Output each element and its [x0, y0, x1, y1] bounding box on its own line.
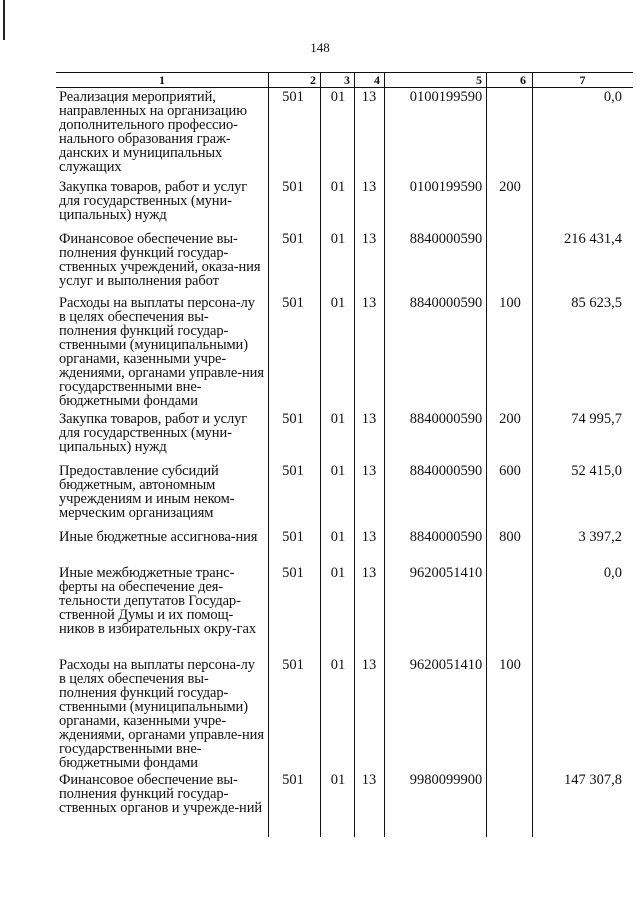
- row-code-2: 501: [282, 411, 304, 427]
- row-name: Иные межбюджетные транс-ферты на обеспечение дея-тельности депутатов Государ-ственной Думы и их помощ-ников в избирательных окру-гах: [59, 565, 257, 637]
- row-code-4: 13: [361, 529, 377, 545]
- row-code-4: 13: [361, 657, 377, 673]
- header-col-4: 4: [374, 73, 380, 87]
- row-code-4: 13: [361, 411, 377, 427]
- header-col-2: 2: [310, 73, 316, 87]
- header-col-6: 6: [520, 73, 526, 87]
- row-code-2: 501: [282, 463, 304, 479]
- row-amount: 147 307,8: [564, 772, 622, 788]
- header-bottom-border: [56, 87, 633, 88]
- row-name: Финансовое обеспечение вы-полнения функций государ-ственных учреждений, оказа-ния услуг и выполнения работ: [59, 231, 261, 289]
- row-name: Расходы на выплаты персона-лу в целях обеспечения вы-полнения функций государ-ственными (муниципальными) органами, казенными учре-ждениями, органами управле-ния государственными вне-бюджетными фондами: [59, 657, 264, 771]
- row-code-3: 01: [330, 463, 346, 479]
- page-edge-mark: [3, 0, 5, 40]
- row-code-2: 501: [282, 529, 304, 545]
- col-divider-4: [384, 72, 385, 837]
- row-code-4: 13: [361, 772, 377, 788]
- row-code-5: 8840000590: [409, 295, 483, 311]
- row-code-2: 501: [282, 772, 304, 788]
- row-name: Закупка товаров, работ и услуг для государственных (муни-ципальных) нужд: [59, 179, 248, 223]
- row-code-4: 13: [361, 463, 377, 479]
- header-col-5: 5: [476, 73, 482, 87]
- row-code-5: 8840000590: [409, 463, 483, 479]
- row-code-6: 200: [499, 179, 521, 195]
- row-code-3: 01: [330, 295, 346, 311]
- header-col-1: 1: [159, 73, 165, 87]
- row-code-5: 9620051410: [409, 657, 483, 673]
- row-name: Финансовое обеспечение вы-полнения функций государ-ственных органов и учрежде-ний: [59, 772, 263, 816]
- row-code-4: 13: [361, 565, 377, 581]
- row-amount: 85 623,5: [571, 295, 622, 311]
- row-code-5: 8840000590: [409, 411, 483, 427]
- row-name: Реализация мероприятий, направленных на организацию дополнительного профессио-нального образования граж-данских и муниципальных служащих: [59, 89, 247, 175]
- row-code-3: 01: [330, 89, 346, 105]
- row-code-4: 13: [361, 89, 377, 105]
- row-code-3: 01: [330, 179, 346, 195]
- row-code-5: 0100199590: [409, 89, 483, 105]
- row-code-6: 100: [499, 295, 521, 311]
- row-code-6: 200: [499, 411, 521, 427]
- row-code-3: 01: [330, 529, 346, 545]
- col-divider-2: [320, 72, 321, 837]
- header-col-7: 7: [579, 73, 586, 87]
- row-code-6: 100: [499, 657, 521, 673]
- row-code-2: 501: [282, 89, 304, 105]
- row-name: Расходы на выплаты персона-лу в целях обеспечения вы-полнения функций государ-ственными (муниципальными) органами, казенными учре-ждениями, органами управле-ния государственными вне-бюджетными фондами: [59, 295, 264, 409]
- row-code-2: 501: [282, 565, 304, 581]
- row-code-5: 8840000590: [409, 529, 483, 545]
- row-code-5: 9980099900: [409, 772, 483, 788]
- budget-table: [56, 72, 633, 837]
- row-code-4: 13: [361, 179, 377, 195]
- row-code-3: 01: [330, 657, 346, 673]
- row-code-2: 501: [282, 179, 304, 195]
- row-code-6: 600: [499, 463, 521, 479]
- row-code-3: 01: [330, 231, 346, 247]
- row-code-6: 800: [499, 529, 521, 545]
- row-name: Предоставление субсидий бюджетным, автономным учреждениям и иным неком-мерческим организациям: [59, 463, 235, 521]
- row-code-5: 0100199590: [409, 179, 483, 195]
- row-code-4: 13: [361, 295, 377, 311]
- row-amount: 74 995,7: [571, 411, 622, 427]
- row-code-3: 01: [330, 565, 346, 581]
- row-amount: 52 415,0: [571, 463, 622, 479]
- row-code-2: 501: [282, 231, 304, 247]
- row-name: Закупка товаров, работ и услуг для государственных (муни-ципальных) нужд: [59, 411, 248, 455]
- row-code-2: 501: [282, 295, 304, 311]
- row-code-3: 01: [330, 772, 346, 788]
- col-divider-1: [268, 72, 269, 837]
- col-divider-3: [354, 72, 355, 837]
- col-divider-6: [532, 72, 533, 837]
- header-col-3: 3: [344, 73, 350, 87]
- page-number: 148: [310, 40, 330, 55]
- row-amount: 0,0: [603, 565, 622, 581]
- row-amount: 3 397,2: [578, 529, 622, 545]
- row-name: Иные бюджетные ассигнова-ния: [59, 529, 258, 545]
- row-code-2: 501: [282, 657, 304, 673]
- row-amount: 0,0: [603, 89, 622, 105]
- row-code-4: 13: [361, 231, 377, 247]
- row-amount: 216 431,4: [564, 231, 622, 247]
- row-code-5: 9620051410: [409, 565, 483, 581]
- row-code-3: 01: [330, 411, 346, 427]
- row-code-5: 8840000590: [409, 231, 483, 247]
